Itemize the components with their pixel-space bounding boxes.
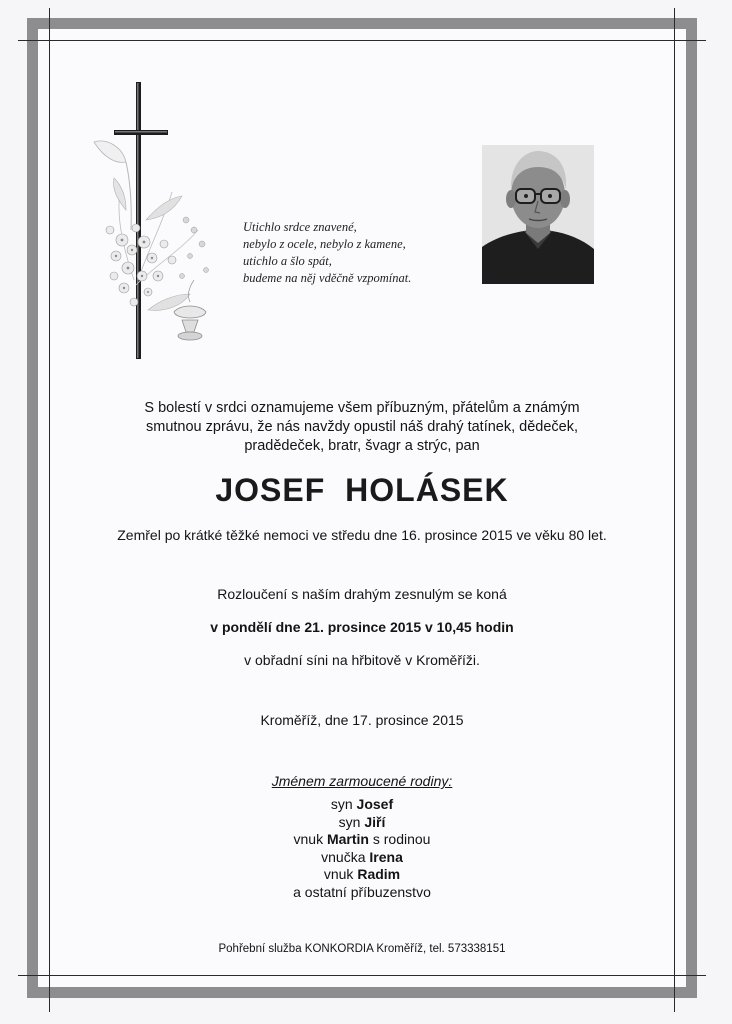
family-name: Jiří <box>364 813 386 830</box>
family-member <box>40 884 684 902</box>
poem-line: Utichlo srdce znavené, <box>243 220 357 234</box>
poem-line: nebylo z ocele, nebylo z kamene, <box>243 237 406 251</box>
family-member <box>40 814 684 832</box>
family-member <box>40 796 684 814</box>
family-relation: vnuk <box>323 866 354 882</box>
frame-band-left <box>27 18 38 998</box>
poem-line: utichlo a šlo spát, <box>243 254 332 268</box>
frame-band-right <box>686 18 697 998</box>
frame-band-bottom <box>27 987 697 998</box>
frame-band-top <box>27 18 697 29</box>
family-suffix: s rodinou <box>372 831 431 847</box>
family-member <box>40 866 684 884</box>
family-name: Josef <box>356 796 394 812</box>
family-relation: a ostatní příbuzenstvo <box>293 883 431 900</box>
deceased-name: JOSEF HOLÁSEK <box>215 472 509 508</box>
poem <box>243 219 473 287</box>
family-member <box>40 831 684 849</box>
family-heading: Jménem zarmoucené rodiny: <box>271 773 453 789</box>
family-name: Martin <box>326 831 369 847</box>
cross-with-flowers-icon <box>86 80 226 365</box>
portrait-photo <box>482 145 594 284</box>
death-info: Zemřel po krátké těžké nemoci ve středu dne 16. prosince 2015 ve věku 80 let. <box>117 527 607 543</box>
poem-line: budeme na něj vděčně vzpomínat. <box>243 271 412 285</box>
family-relation: vnučka <box>321 848 366 865</box>
announcement-text <box>40 399 684 456</box>
family-relation: syn <box>338 813 361 830</box>
frame-line-bottom <box>18 975 706 976</box>
announcement-line: S bolestí v srdci oznamujeme všem příbuzným, přátelům a známým <box>144 400 580 416</box>
family-name: Irena <box>369 848 403 865</box>
farewell-datetime: v pondělí dne 21. prosince 2015 v 10,45 hodin <box>210 619 514 635</box>
place-date: Kroměříž, dne 17. prosince 2015 <box>260 712 464 728</box>
family-relation: vnuk <box>293 831 324 847</box>
family-list <box>40 796 684 901</box>
family-member <box>40 849 684 867</box>
announcement-line: smutnou zprávu, že nás navždy opustil náš drahý tatínek, dědeček, <box>145 419 579 435</box>
frame-line-top <box>18 40 706 41</box>
funeral-service-footer: Pohřební služba KONKORDIA Kroměříž, tel. 573338151 <box>218 943 506 955</box>
farewell-intro: Rozloučení s naším drahým zesnulým se koná <box>217 586 507 602</box>
announcement-line: pradědeček, bratr, švagr a strýc, pan <box>244 438 480 454</box>
family-name: Radim <box>357 866 401 882</box>
family-relation: syn <box>330 796 353 812</box>
farewell-place: v obřadní síni na hřbitově v Kroměříži. <box>244 652 480 668</box>
